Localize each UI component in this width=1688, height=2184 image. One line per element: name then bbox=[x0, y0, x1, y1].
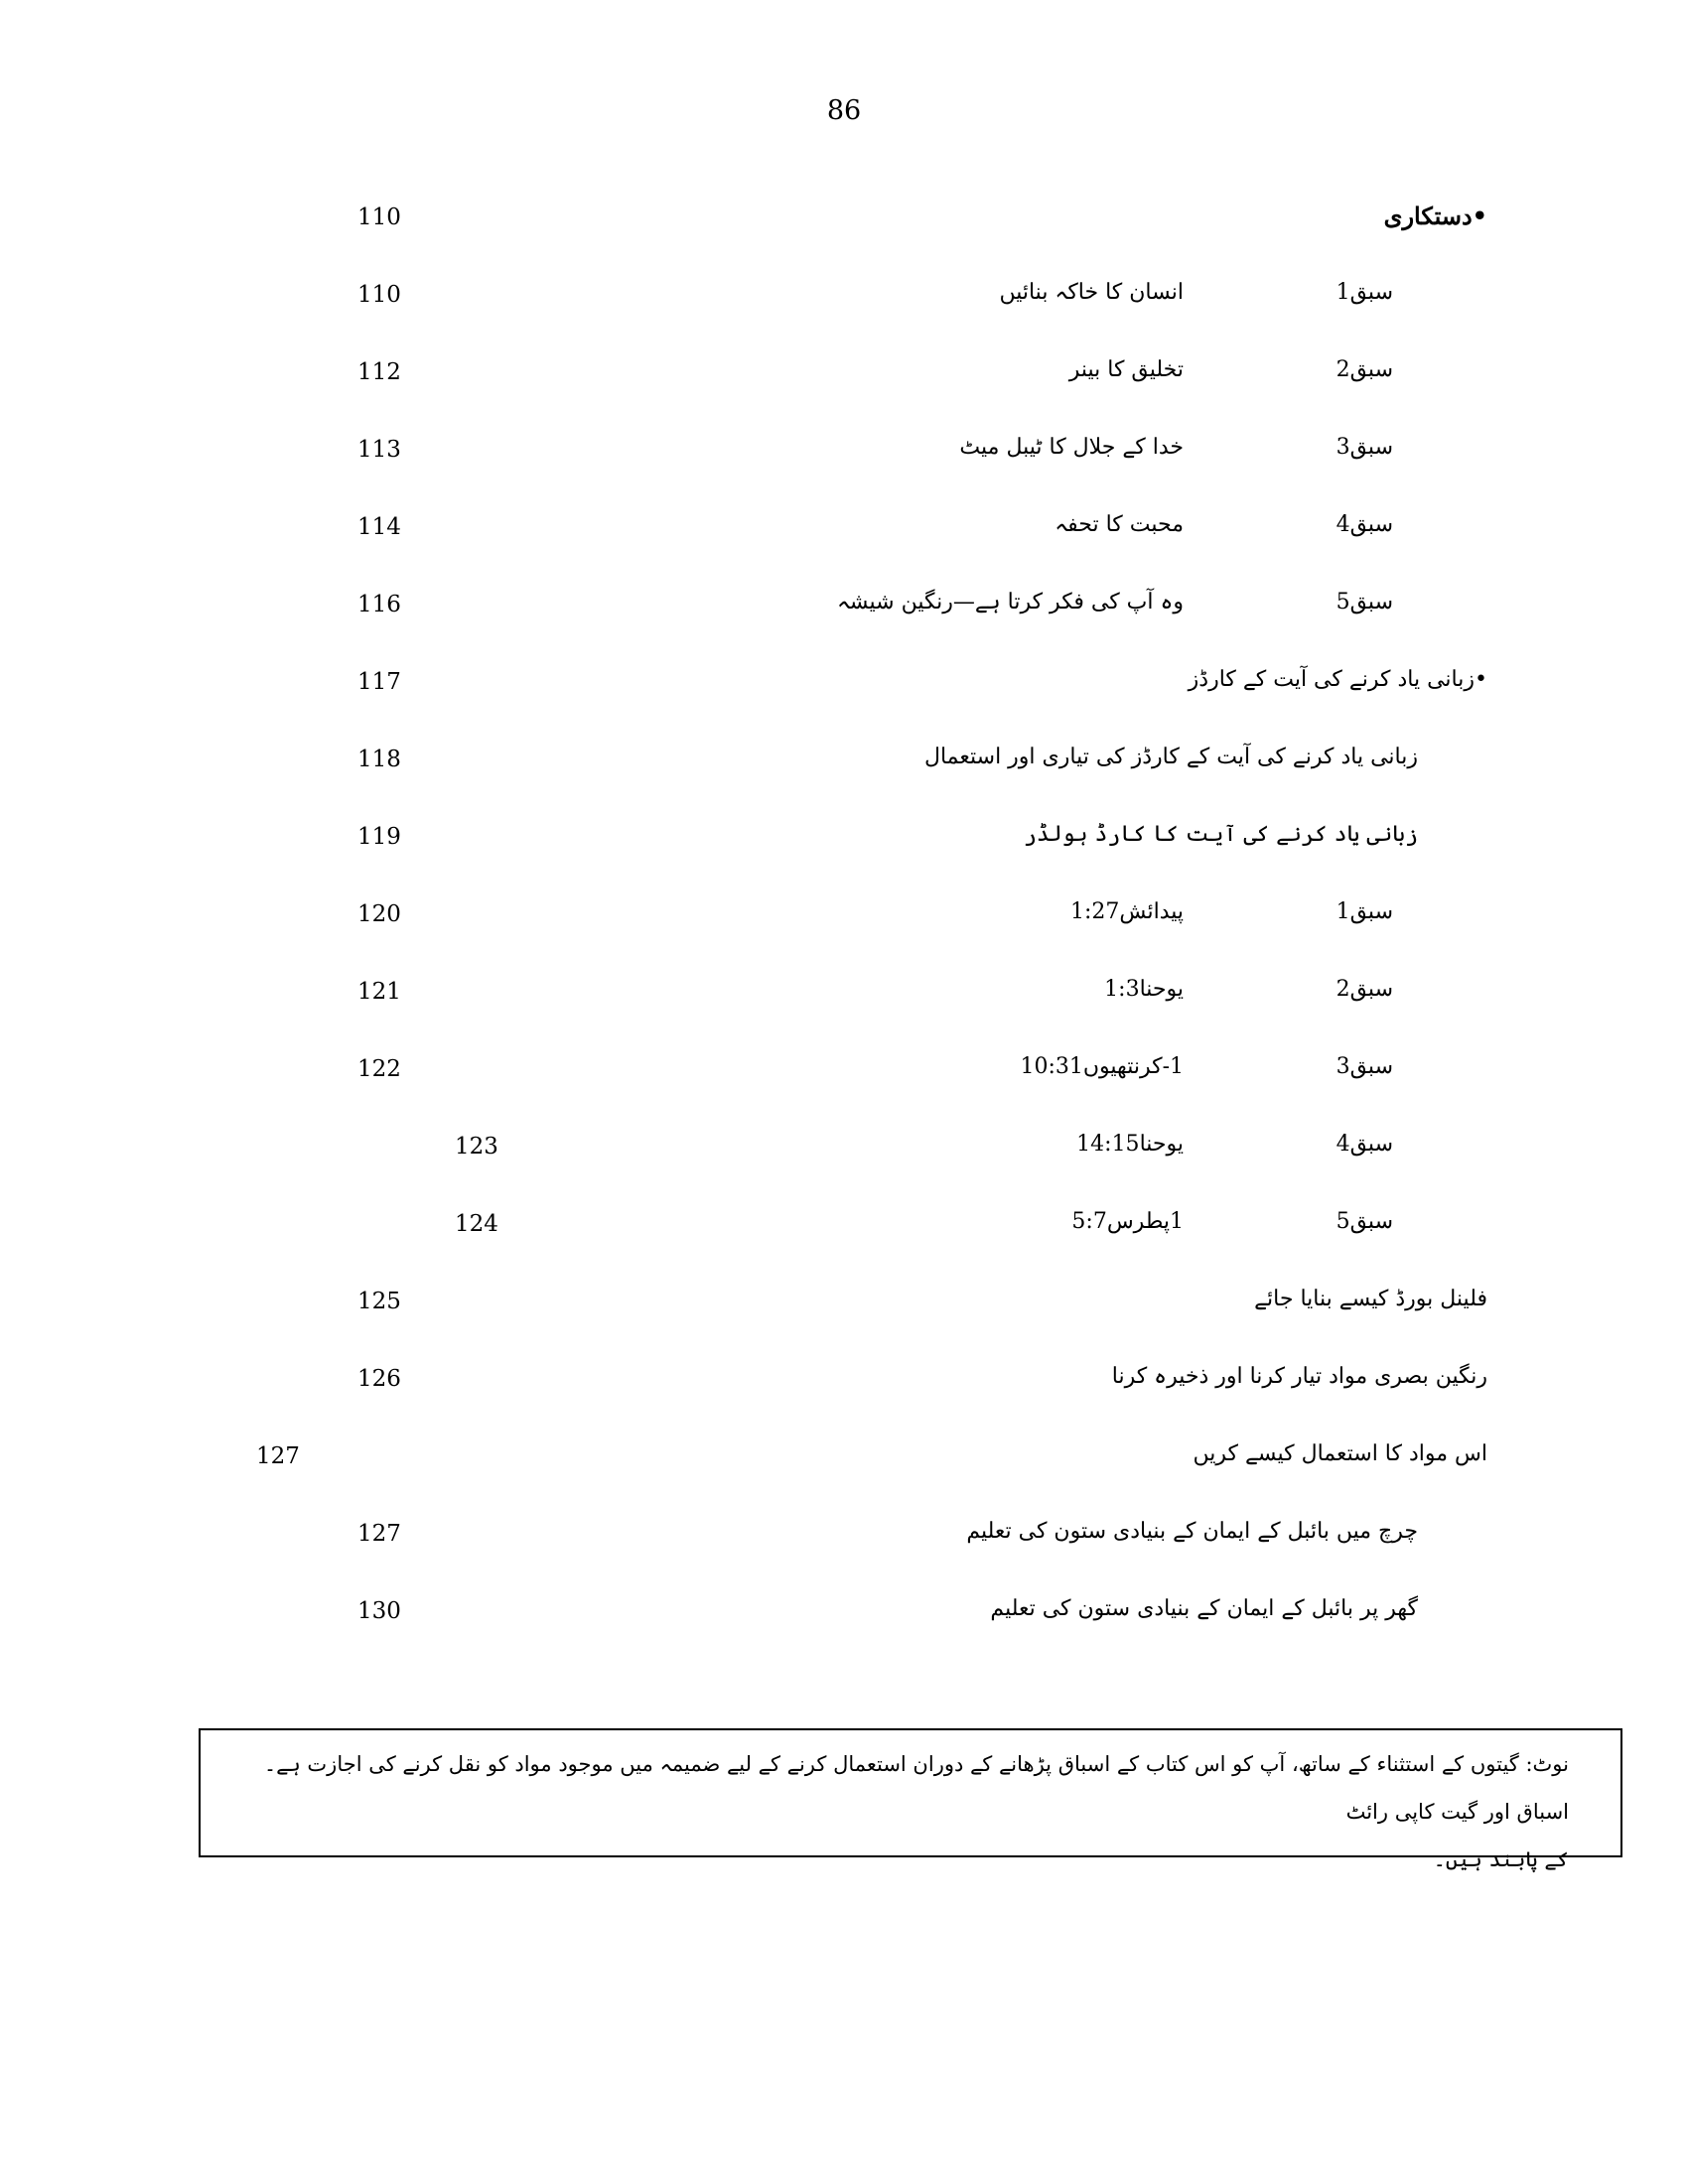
memory-cards-page: 117 bbox=[357, 669, 401, 695]
toc-page-number: 116 bbox=[357, 592, 401, 617]
toc-entry-title: اس مواد کا استعمال کیسے کریں bbox=[1193, 1441, 1487, 1466]
toc-entry-title: چرچ میں بائبل کے ایمان کے بنیادی ستون کی تعلیم bbox=[966, 1519, 1418, 1544]
lesson-label: سبق2 bbox=[1336, 357, 1393, 382]
lesson-title: پیدائش1:27 bbox=[1070, 899, 1184, 924]
note-line-1: نوٹ: گیتوں کے استثناء کے ساتھ، آپ کو اس کتاب کے اسباق پڑھانے کے دوران استعمال کرنے کے لیے ضمیمہ میں موجود مواد کو نقل کرنے کی اجازت ہے۔ اسباق اور گیت کاپی رائٹ bbox=[263, 1752, 1569, 1824]
toc-entry-title: فلینل بورڈ کیسے بنایا جائے bbox=[1254, 1287, 1487, 1311]
lesson-title: محبت کا تحفہ bbox=[1055, 512, 1184, 537]
lesson-label: سبق4 bbox=[1336, 512, 1393, 537]
crafts-page: 110 bbox=[357, 205, 401, 230]
lesson-title: یوحنا14:15 bbox=[1076, 1132, 1184, 1157]
lesson-title: انسان کا خاکہ بنائیں bbox=[999, 280, 1184, 305]
toc-entry-title: رنگین بصری مواد تیار کرنا اور ذخیرہ کرنا bbox=[1111, 1364, 1487, 1389]
memory-cards-heading: •زبانی یاد کرنے کی آیت کے کارڈز bbox=[1188, 667, 1487, 692]
toc-entry-title: زبانی یاد کرنے کی آیت کے کارڈز کی تیاری اور استعمال bbox=[923, 745, 1418, 769]
toc-entry-title: گھر پر بائبل کے ایمان کے بنیادی ستون کی تعلیم bbox=[990, 1596, 1418, 1621]
toc-page-number: 124 bbox=[455, 1211, 498, 1237]
toc-page-number: 125 bbox=[357, 1289, 401, 1314]
toc-page-number: 113 bbox=[357, 437, 401, 463]
lesson-label: سبق1 bbox=[1336, 899, 1393, 924]
lesson-title: 1پطرس5:7 bbox=[1071, 1209, 1184, 1234]
toc-page-number: 120 bbox=[357, 901, 401, 927]
lesson-label: سبق5 bbox=[1336, 1209, 1393, 1234]
lesson-label: سبق1 bbox=[1336, 280, 1393, 305]
page-number: 86 bbox=[826, 95, 862, 126]
lesson-label: سبق3 bbox=[1336, 1054, 1393, 1079]
toc-page-number: 123 bbox=[455, 1134, 498, 1160]
toc-page-number: 119 bbox=[357, 824, 401, 850]
toc-page-number: 112 bbox=[357, 359, 401, 385]
note-line-2: کے پابند ہیں۔ bbox=[1433, 1847, 1569, 1871]
toc-page-number: 130 bbox=[357, 1598, 401, 1624]
note-text bbox=[218, 1740, 1569, 1883]
lesson-title: 1-کرنتھیوں10:31 bbox=[1020, 1054, 1184, 1079]
toc-entry-title: زبانی یاد کرنے کی آیت کا کارڈ ہولڈر bbox=[1024, 822, 1418, 847]
toc-page-number: 110 bbox=[357, 282, 401, 308]
toc-page-number: 118 bbox=[357, 747, 401, 772]
lesson-title: تخلیق کا بینر bbox=[1068, 357, 1184, 382]
lesson-title: خدا کے جلال کا ٹیبل میٹ bbox=[959, 435, 1184, 460]
toc-page-number: 127 bbox=[357, 1521, 401, 1547]
lesson-label: سبق2 bbox=[1336, 977, 1393, 1002]
toc-page-number: 121 bbox=[357, 979, 401, 1005]
toc-page-number: 127 bbox=[256, 1443, 300, 1469]
toc-page-number: 126 bbox=[357, 1366, 401, 1392]
lesson-label: سبق4 bbox=[1336, 1132, 1393, 1157]
crafts-heading: •دستکاری bbox=[1383, 202, 1487, 230]
lesson-label: سبق5 bbox=[1336, 590, 1393, 614]
lesson-label: سبق3 bbox=[1336, 435, 1393, 460]
lesson-title: یوحنا1:3 bbox=[1104, 977, 1184, 1002]
toc-page-number: 114 bbox=[357, 514, 401, 540]
toc-page-number: 122 bbox=[357, 1056, 401, 1082]
lesson-title: وہ آپ کی فکر کرتا ہے—رنگین شیشہ bbox=[836, 590, 1184, 614]
